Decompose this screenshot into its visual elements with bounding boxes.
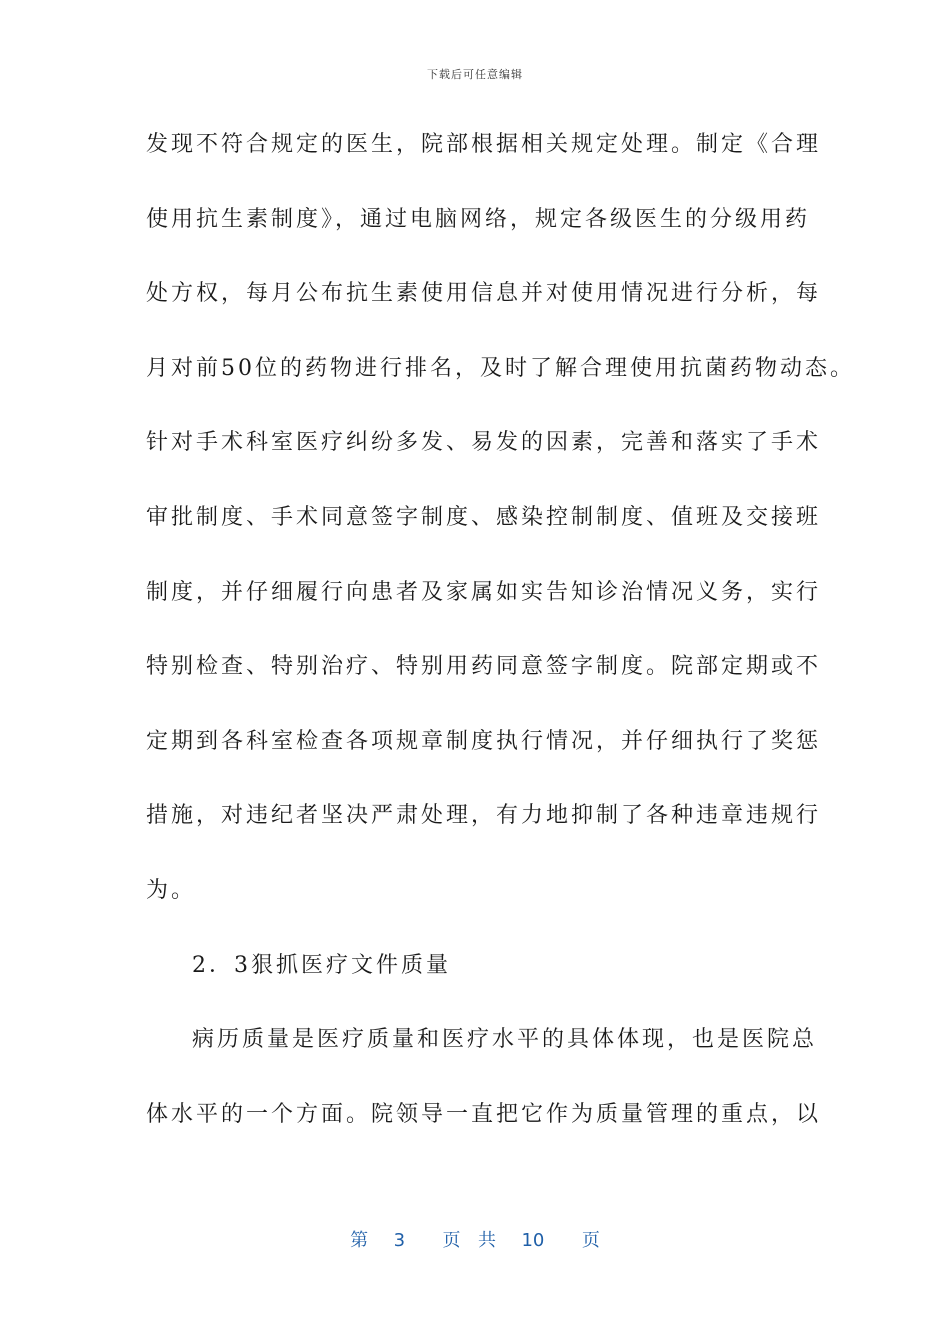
- document-body: [146, 120, 855, 1164]
- body-line: 月对前50位的药物进行排名，及时了解合理使用抗菌药物动态。: [146, 355, 855, 381]
- header-note: 下载后可任意编辑: [427, 68, 523, 81]
- paragraph-line: 体水平的一个方面。院领导一直把它作为质量管理的重点，以: [146, 1101, 822, 1127]
- body-line: 针对手术科室医疗纠纷多发、易发的因素，完善和落实了手术: [146, 430, 822, 456]
- body-line: 措施，对违纪者坚决严肃处理，有力地抑制了各种违章违规行: [146, 803, 822, 829]
- footer-total-prefix: 共: [478, 1230, 496, 1251]
- footer-page-number: 3: [393, 1230, 406, 1251]
- body-line: 使用抗生素制度》，通过电脑网络，规定各级医生的分级用药: [146, 206, 811, 232]
- body-line: 为。: [146, 877, 197, 903]
- footer-page-prefix: 第: [350, 1230, 369, 1251]
- page-footer: [0, 1226, 950, 1252]
- body-line: 制度，并仔细履行向患者及家属如实告知诊治情况义务，实行: [146, 579, 822, 605]
- body-line: 发现不符合规定的医生，院部根据相关规定处理。制定《合理: [146, 132, 822, 157]
- footer-page-word: 页: [442, 1230, 461, 1251]
- body-line: 审批制度、手术同意签字制度、感染控制制度、值班及交接班: [146, 504, 822, 530]
- section-heading: 2．3狠抓医疗文件质量: [192, 952, 451, 978]
- body-line: 特别检查、特别治疗、特别用药同意签字制度。院部定期或不: [146, 654, 822, 680]
- paragraph-line: 病历质量是医疗质量和医疗水平的具体体现，也是医院总: [192, 1027, 818, 1053]
- footer-total-suffix: 页: [581, 1230, 600, 1251]
- body-line: 定期到各科室检查各项规章制度执行情况，并仔细执行了奖惩: [146, 728, 822, 754]
- footer-total-pages: 10: [521, 1230, 545, 1251]
- body-line: 处方权，每月公布抗生素使用信息并对使用情况进行分析，每: [146, 281, 822, 307]
